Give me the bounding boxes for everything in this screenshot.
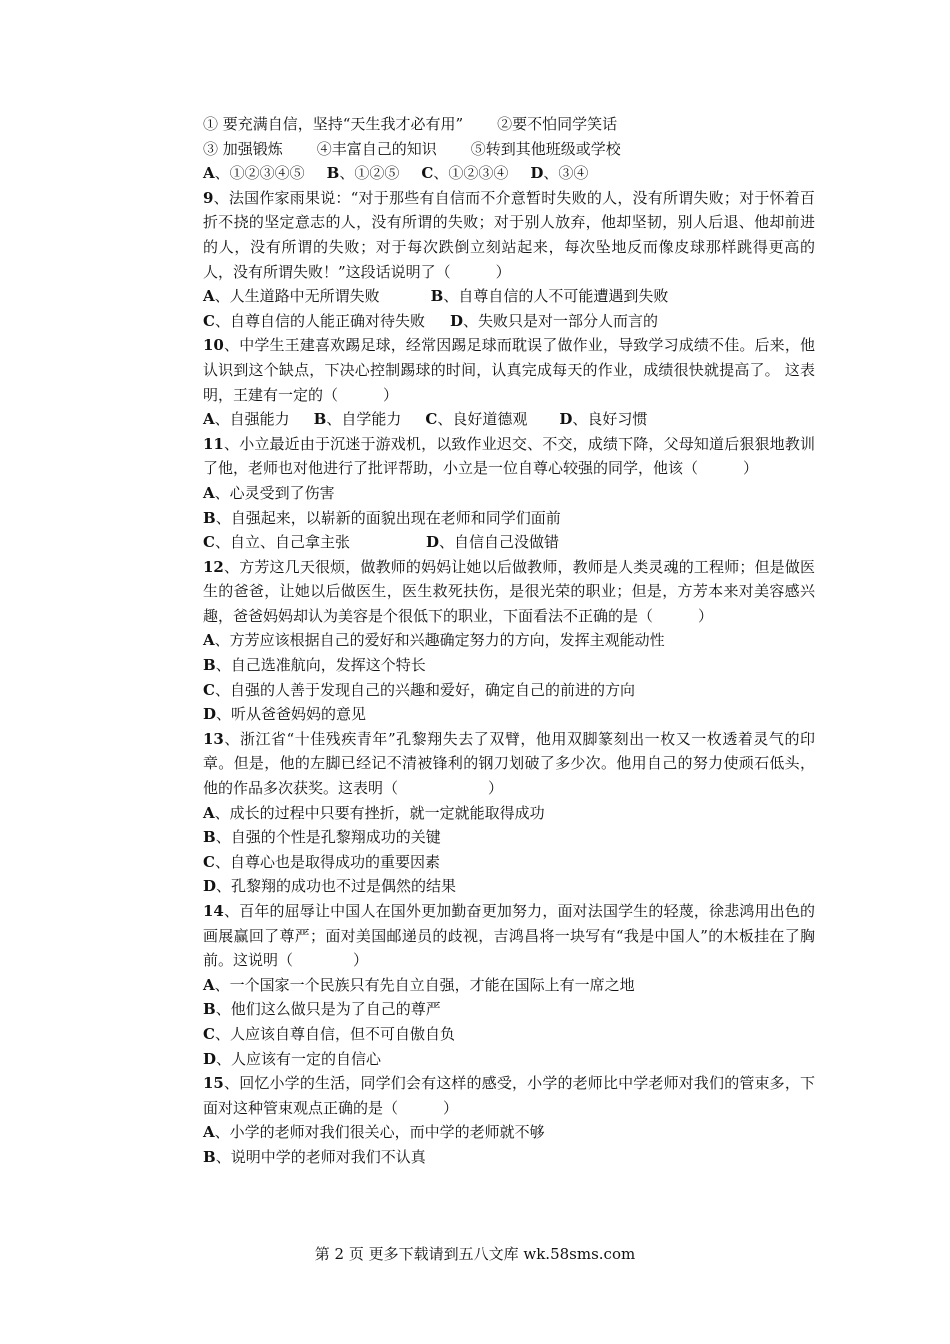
q10-a-text: 、自强能力 <box>214 410 290 429</box>
q10-a-key: A <box>203 410 215 429</box>
q8-answer-choices <box>203 161 815 186</box>
q14-c-text: 、人应该自尊自信，但不可自傲自负 <box>214 1024 455 1043</box>
q10-b-text: 、自学能力 <box>326 410 402 429</box>
q10-d-text: 、良好习惯 <box>572 410 648 429</box>
q13-text: 、浙江省“十佳残疾青年”孔黎翔失去了双臂，他用双脚篆刻出一枚又一枚透着灵气的印章。但是，他的左脚已经记不清被锋利的钢刀划破了多少次。他用自己的努力使顽石低头，他的作品多次获奖。这表明（ ） <box>203 729 815 798</box>
q12-option-d <box>203 702 815 727</box>
q12-option-b <box>203 653 815 678</box>
q13-stem <box>203 727 815 801</box>
q11-a-key: A <box>203 483 215 502</box>
q11-a-text: 、心灵受到了伤害 <box>214 483 335 502</box>
q12-b-key: B <box>203 656 216 675</box>
q11-stem <box>203 432 815 481</box>
q8-option-2: ②要不怕同学笑话 <box>497 115 618 133</box>
q14-b-text: 、他们这么做只是为了自己的尊严 <box>215 1000 441 1019</box>
q9-text: 、法国作家雨果说：“对于那些有自信而不介意暂时失败的人，没有所谓失败；对于怀着百折不挠的坚定意志的人，没有所谓的失败；对于别人放弃，他却坚韧，别人后退、他却前进的人，没有所谓的失败；对于每次跌倒立刻站起来，每次坠地反而像皮球那样跳得更高的人，没有所谓失败！”这段话说明了（ ） <box>203 188 815 281</box>
page-content <box>203 112 815 1170</box>
q9-stem <box>203 186 815 284</box>
q9-options-cd <box>203 309 815 334</box>
q11-number: 11 <box>203 434 224 453</box>
q13-number: 13 <box>203 729 224 748</box>
q11-c-text: 、自立、自己拿主张 <box>214 533 350 552</box>
q8-option-1: ① 要充满自信，坚持“天生我才必有用” <box>203 115 464 133</box>
q14-option-d <box>203 1047 815 1072</box>
q10-d-key: D <box>559 410 573 429</box>
q15-text: 、回忆小学的生活，同学们会有这样的感受，小学的老师比中学老师对我们的管束多，下面对这种管束观点正确的是（ ） <box>203 1074 815 1117</box>
q9-d-text: 、失败只是对一部分人而言的 <box>462 311 658 330</box>
q15-a-key: A <box>203 1123 215 1142</box>
q13-option-d <box>203 874 815 899</box>
q11-d-text: 、自信自己没做错 <box>438 533 559 552</box>
q8-options-line-1 <box>203 112 815 137</box>
q12-c-text: 、自强的人善于发现自己的兴趣和爱好，确定自己的前进的方向 <box>214 680 635 699</box>
q11-b-key: B <box>203 508 216 527</box>
q14-option-c <box>203 1022 815 1047</box>
q12-a-text: 、方芳应该根据自己的爱好和兴趣确定努力的方向，发挥主观能动性 <box>214 631 665 650</box>
q14-stem <box>203 899 815 973</box>
q9-c-text: 、自尊自信的人能正确对待失败 <box>214 311 425 330</box>
q13-c-text: 、自尊心也是取得成功的重要因素 <box>214 852 440 871</box>
q11-option-a <box>203 481 815 506</box>
q9-a-key: A <box>203 287 215 306</box>
q13-b-text: 、自强的个性是孔黎翔成功的关键 <box>215 828 441 847</box>
q8-option-5: ⑤转到其他班级或学校 <box>470 139 621 158</box>
q8-b-key: B <box>326 164 340 183</box>
q14-option-a <box>203 973 815 998</box>
q9-b-text: 、自尊自信的人不可能遭遇到失败 <box>443 287 669 306</box>
q8-options-line-2 <box>203 137 815 162</box>
q12-d-key: D <box>203 705 217 724</box>
q15-stem <box>203 1071 815 1120</box>
q11-option-b <box>203 506 815 531</box>
q8-d-key: D <box>530 164 544 183</box>
q15-b-key: B <box>203 1147 216 1166</box>
q14-number: 14 <box>203 902 224 920</box>
q15-b-text: 、说明中学的老师对我们不认真 <box>215 1147 426 1166</box>
q12-a-key: A <box>203 631 215 650</box>
q13-c-key: C <box>203 852 215 871</box>
q13-option-a <box>203 801 815 826</box>
q14-d-text: 、人应该有一定的自信心 <box>216 1049 382 1068</box>
q13-a-key: A <box>203 803 215 822</box>
q13-b-key: B <box>203 828 216 847</box>
q8-c-text: 、①②③④ <box>433 164 509 183</box>
q15-option-a <box>203 1120 815 1145</box>
q14-a-key: A <box>203 975 215 994</box>
q12-d-text: 、听从爸爸妈妈的意见 <box>216 705 367 724</box>
q9-d-key: D <box>449 311 463 330</box>
q11-d-key: D <box>425 533 439 552</box>
q8-a-text: 、①②③④⑤ <box>214 164 305 183</box>
q9-c-key: C <box>203 311 215 330</box>
q12-b-text: 、自己选准航向，发挥这个特长 <box>215 656 426 675</box>
q10-stem <box>203 333 815 407</box>
page-footer: 第 2 页 更多下载请到五八文库 wk.58sms.com <box>314 1245 636 1263</box>
q10-c-key: C <box>425 410 438 429</box>
q9-number: 9 <box>203 188 214 207</box>
q9-b-key: B <box>430 287 444 306</box>
q11-b-text: 、自强起来，以崭新的面貌出现在老师和同学们面前 <box>215 508 561 527</box>
q15-option-b <box>203 1145 815 1170</box>
q13-d-text: 、孔黎翔的成功也不过是偶然的结果 <box>216 877 457 896</box>
q8-b-text: 、①②⑤ <box>339 164 400 183</box>
q12-stem <box>203 555 815 629</box>
q12-text: 、方芳这几天很烦，做教师的妈妈让她以后做教师，教师是人类灵魂的工程师；但是做医生的爸爸，让她以后做医生，医生救死扶伤，是很光荣的职业；但是，方芳本来对美容感兴趣，爸爸妈妈却认为美容是个很低下的职业，下面看法不正确的是（ ） <box>203 557 815 625</box>
q13-d-key: D <box>203 877 217 896</box>
q8-option-3: ③ 加强锻炼 <box>203 139 283 158</box>
q12-option-c <box>203 678 815 703</box>
q14-b-key: B <box>203 1000 216 1019</box>
q8-option-4: ④丰富自己的知识 <box>316 139 437 158</box>
q12-option-a <box>203 628 815 653</box>
q15-a-text: 、小学的老师对我们很关心，而中学的老师就不够 <box>214 1123 545 1142</box>
q10-text: 、中学生王建喜欢踢足球，经常因踢足球而耽误了做作业，导致学习成绩不佳。后来，他认识到这个缺点，下决心控制踢球的时间，认真完成每天的作业，成绩很快就提高了。 这表明，王建有一定的（ ） <box>203 336 815 404</box>
q12-number: 12 <box>203 557 224 576</box>
q14-c-key: C <box>203 1024 215 1043</box>
q14-a-text: 、一个国家一个民族只有先自立自强，才能在国际上有一席之地 <box>214 975 635 994</box>
q10-options <box>203 407 815 432</box>
q14-d-key: D <box>203 1049 217 1068</box>
q14-option-b <box>203 997 815 1022</box>
q11-text: 、小立最近由于沉迷于游戏机，以致作业迟交、不交，成绩下降，父母知道后狠狠地教训了他，老师也对他进行了批评帮助，小立是一位自尊心较强的同学，他该（ ） <box>203 434 815 478</box>
q12-c-key: C <box>203 680 215 699</box>
q13-a-text: 、成长的过程中只要有挫折，就一定就能取得成功 <box>214 803 545 822</box>
q14-text: 、百年的屈辱让中国人在国外更加勤奋更加努力，面对法国学生的轻蔑，徐悲鸿用出色的画展赢回了尊严；面对美国邮递员的歧视，吉鸿昌将一块写有“我是中国人”的木板挂在了胸前。这说明（ ） <box>203 902 815 970</box>
q9-a-text: 、人生道路中无所谓失败 <box>214 287 380 306</box>
q8-c-key: C <box>421 164 434 183</box>
q9-options-ab <box>203 284 815 309</box>
q15-number: 15 <box>203 1074 224 1093</box>
q11-options-cd <box>203 530 815 555</box>
q8-d-text: 、③④ <box>543 164 589 183</box>
q13-option-b <box>203 825 815 850</box>
q13-option-c <box>203 850 815 875</box>
q10-b-key: B <box>313 410 327 429</box>
q11-c-key: C <box>203 533 215 552</box>
q8-a-key: A <box>203 164 215 183</box>
q10-number: 10 <box>203 336 224 355</box>
q10-c-text: 、良好道德观 <box>437 410 528 429</box>
